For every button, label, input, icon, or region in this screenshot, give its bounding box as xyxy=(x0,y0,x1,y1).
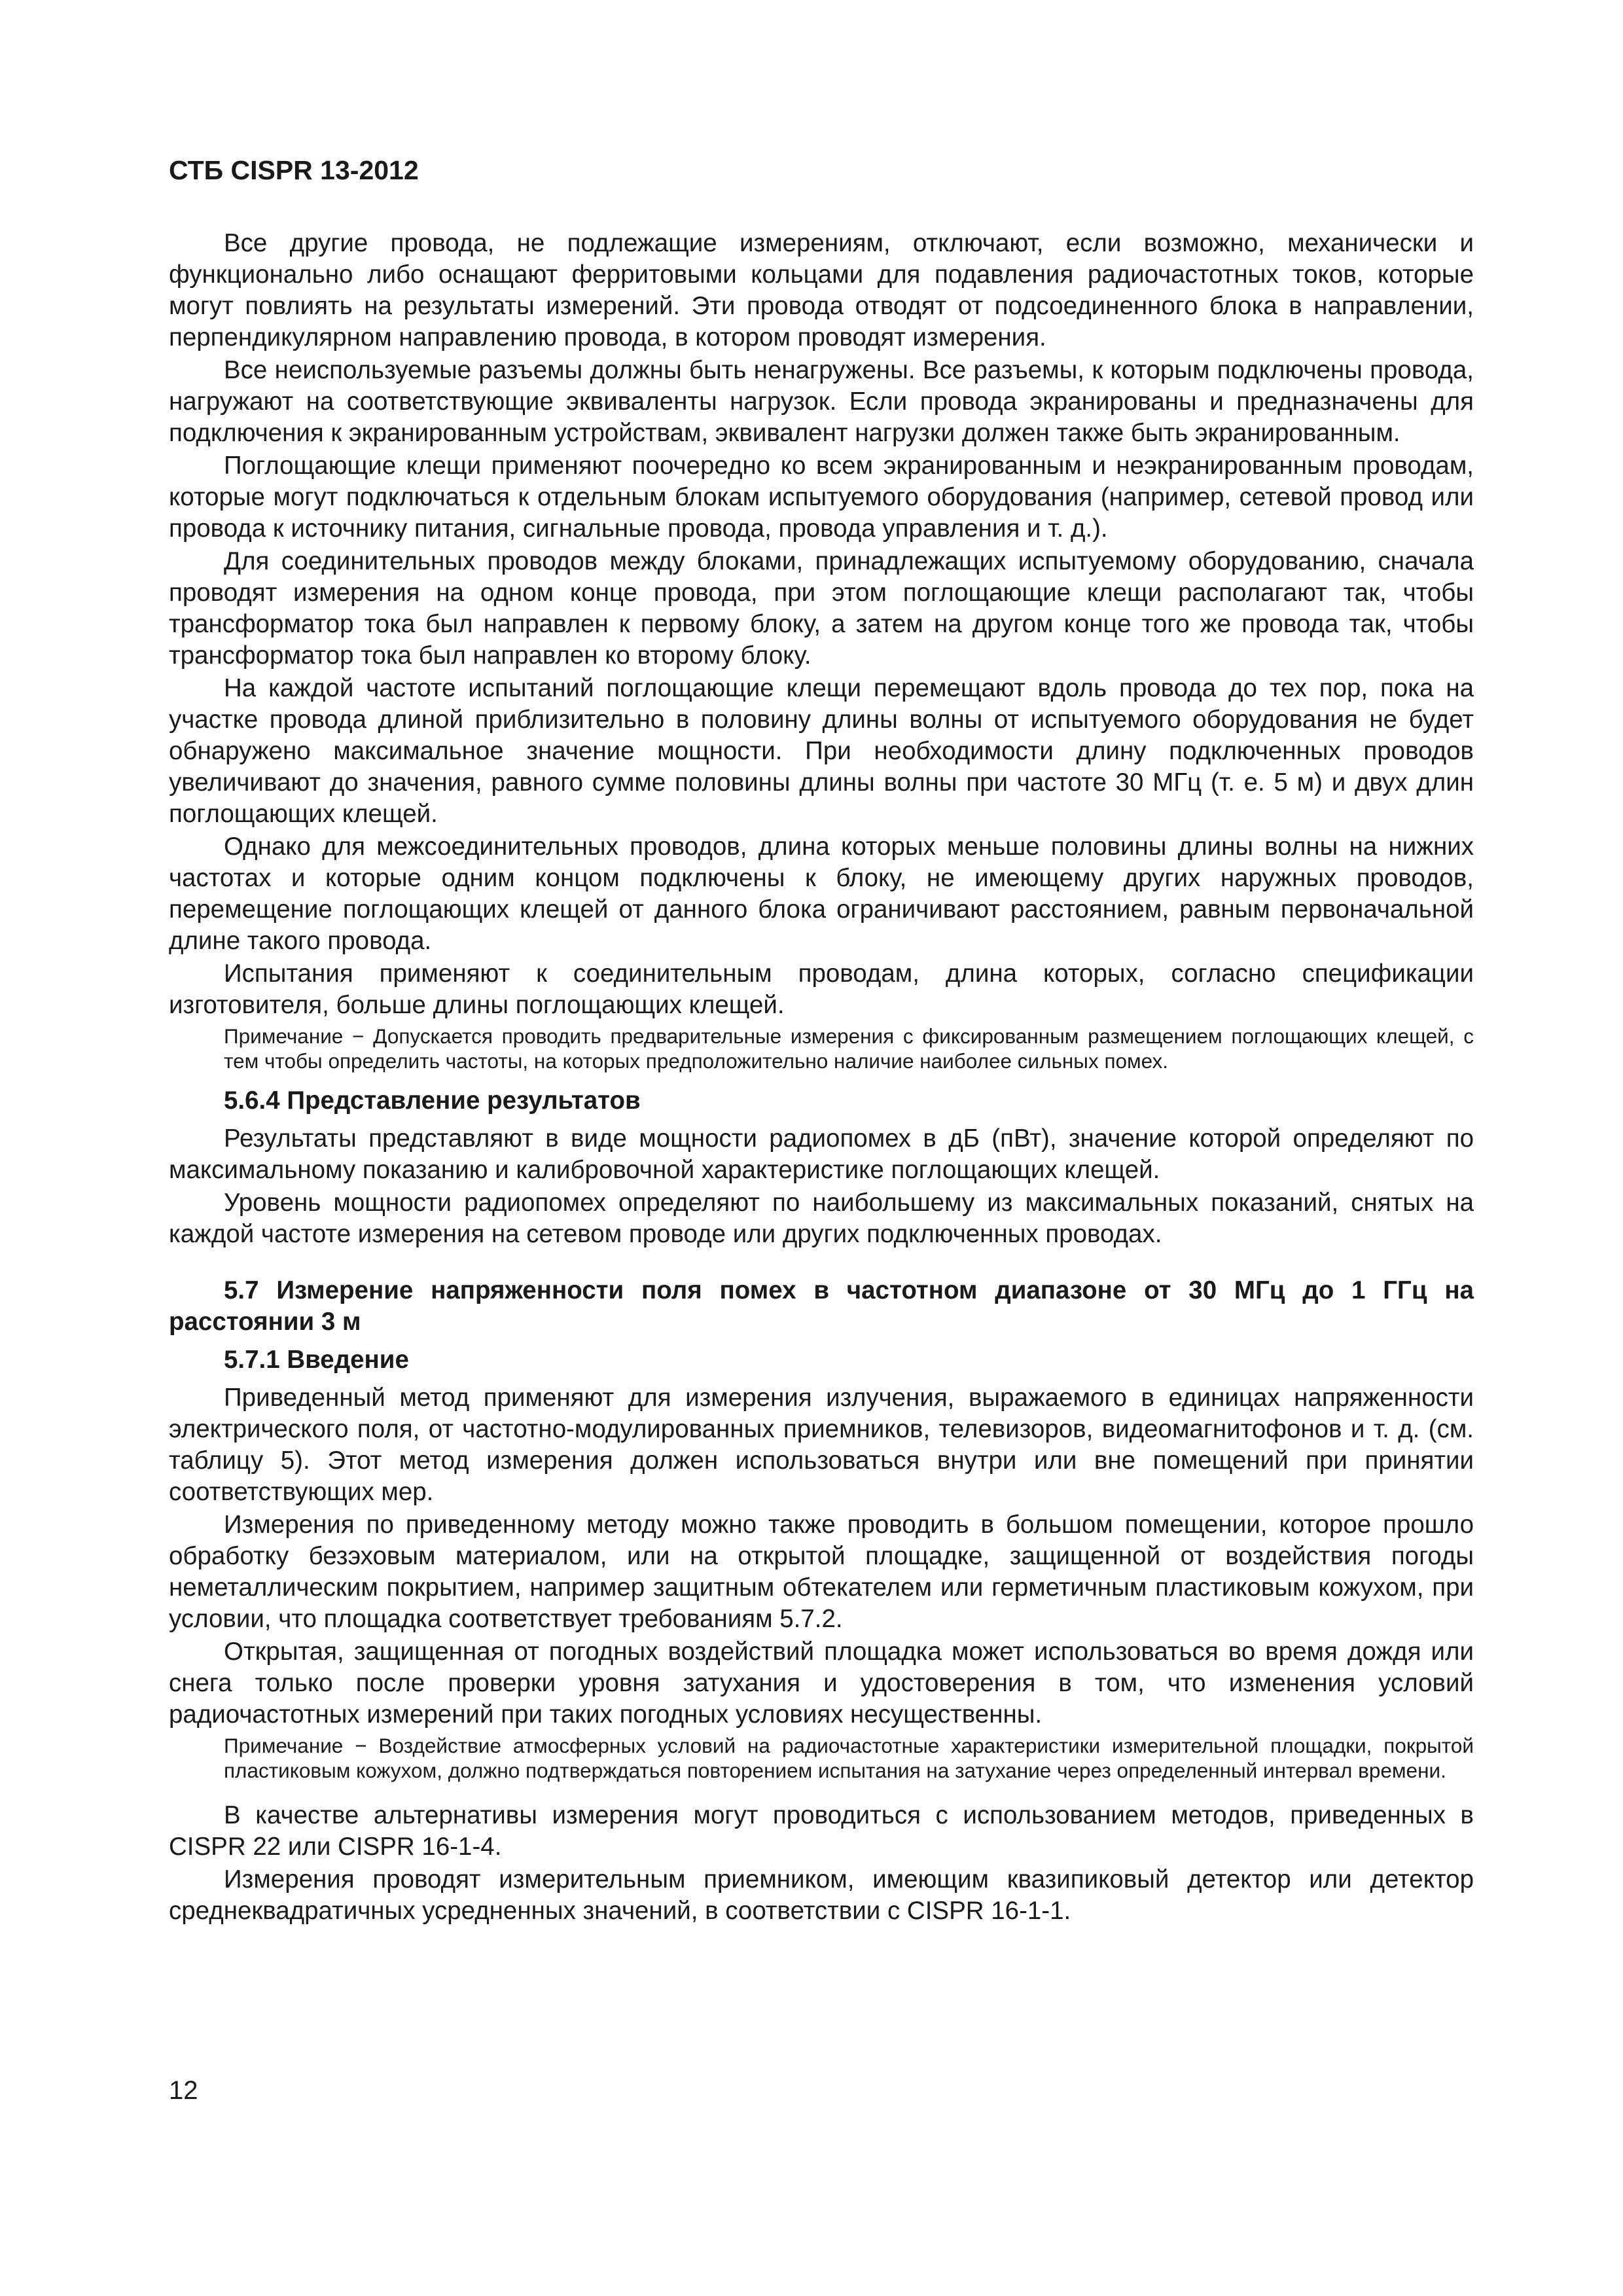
paragraph-test-application: Испытания применяют к соединительным проводам, длина которых, согласно спецификации изготовителя, больше длины поглощающих клещей. xyxy=(169,960,1474,1019)
paragraph-disconnect-wires: Все другие провода, не подлежащие измерениям, отключают, если возможно, механически и функционально либо оснащают ферритовыми кольцами для подавления радиочастотных токов, которые могут повлиять на результаты измерений. Эти провода отводят от подсоединенного блока в направлении, перпендикулярном направлению провода, в котором проводят измерения. xyxy=(169,229,1474,351)
paragraph-alternative-methods: В качестве альтернативы измерения могут проводиться с использованием методов, приведенных в CISPR 22 или CISPR 16-1-4. xyxy=(169,1801,1474,1861)
page-body xyxy=(169,228,1474,1928)
paragraph-open-area-weather: Открытая, защищенная от погодных воздействий площадка может использоваться во время дождя или снега только после проверки уровня затухания и удостоверения в том, что изменения условий радиочастотных измерений при таких погодных условиях несущественны. xyxy=(169,1638,1474,1729)
section-heading-5-6-4: 5.6.4 Представление результатов xyxy=(224,1086,641,1115)
page-number: 12 xyxy=(169,2076,198,2105)
section-heading-5-7-1: 5.7.1 Введение xyxy=(224,1346,409,1374)
document-header: СТБ CISPR 13-2012 xyxy=(169,155,419,185)
note-preliminary-measurements: Примечание − Допускается проводить предварительные измерения с фиксированным размещением поглощающих клещей, с тем чтобы определить частоты, на которых предположительно наличие наиболее сильных помех. xyxy=(224,1024,1474,1073)
paragraph-absorbing-clamp-application: Поглощающие клещи применяют поочередно ко всем экранированным и неэкранированным проводам, которые могут подключаться к отдельным блокам испытуемого оборудования (например, сетевой провод или провода к источнику питания, сигнальные провода, провода управления и т. д.). xyxy=(169,452,1474,543)
section-heading-5-7: 5.7 Измерение напряженности поля помех в частотном диапазоне от 30 МГц до 1 ГГц на расстоянии 3 м xyxy=(169,1276,1474,1336)
paragraph-results-presentation: Результаты представляют в виде мощности радиопомех в дБ (пВт), значение которой определяют по максимальному показанию и калибровочной характеристике поглощающих клещей. xyxy=(169,1124,1474,1184)
note-atmospheric-conditions: Примечание − Воздействие атмосферных условий на радиочастотные характеристики измерительной площадки, покрытой пластиковым кожухом, должно подтверждаться повторением испытания на затухание через определенный интервал времени. xyxy=(224,1734,1474,1782)
paragraph-method-introduction: Приведенный метод применяют для измерения излучения, выражаемого в единицах напряженности электрического поля, от частотно-модулированных приемников, телевизоров, видеомагнитофонов и т. д. (см. таблицу 5). Этот метод измерения должен использоваться внутри или вне помещений при принятии соответствующих мер. xyxy=(169,1384,1474,1506)
paragraph-clamp-movement: На каждой частоте испытаний поглощающие клещи перемещают вдоль провода до тех пор, пока на участке провода длиной приблизительно в половину длины волны от испытуемого оборудования не будет обнаружено максимальное значение мощности. При необходимости длину подключенных проводов увеличивают до значения, равного сумме половины длины волны при частоте 30 МГц (т. е. 5 м) и двух длин поглощающих клещей. xyxy=(169,674,1474,828)
paragraph-measuring-receiver: Измерения проводят измерительным приемником, имеющим квазипиковый детектор или детектор среднеквадратичных усредненных значений, в соответствии с CISPR 16-1-1. xyxy=(169,1865,1474,1925)
paragraph-interconnecting-wires: Для соединительных проводов между блоками, принадлежащих испытуемому оборудованию, сначала проводят измерения на одном конце провода, при этом поглощающие клещи располагают так, чтобы трансформатор тока был направлен к первому блоку, а затем на другом конце того же провода так, чтобы трансформатор тока был направлен ко второму блоку. xyxy=(169,547,1474,670)
paragraph-short-wires: Однако для межсоединительных проводов, длина которых меньше половины длины волны на нижних частотах и которые одним концом подключены к блоку, не имеющему других наружных проводов, перемещение поглощающих клещей от данного блока ограничивают расстоянием, равным первоначальной длине такого провода. xyxy=(169,833,1474,955)
paragraph-power-level: Уровень мощности радиопомех определяют по наибольшему из максимальных показаний, снятых на каждой частоте измерения на сетевом проводе или других подключенных проводах. xyxy=(169,1189,1474,1248)
paragraph-large-room-measurements: Измерения по приведенному методу можно также проводить в большом помещении, которое прошло обработку безэховым материалом, или на открытой площадке, защищенной от воздействия погоды неметаллическим покрытием, например защитным обтекателем или герметичным пластиковым кожухом, при условии, что площадка соответствует требованиям 5.7.2. xyxy=(169,1511,1474,1633)
paragraph-unused-connectors: Все неиспользуемые разъемы должны быть ненагружены. Все разъемы, к которым подключены провода, нагружают на соответствующие эквиваленты нагрузок. Если провода экранированы и предназначены для подключения к экранированным устройствам, эквивалент нагрузки должен также быть экранированным. xyxy=(169,356,1474,447)
